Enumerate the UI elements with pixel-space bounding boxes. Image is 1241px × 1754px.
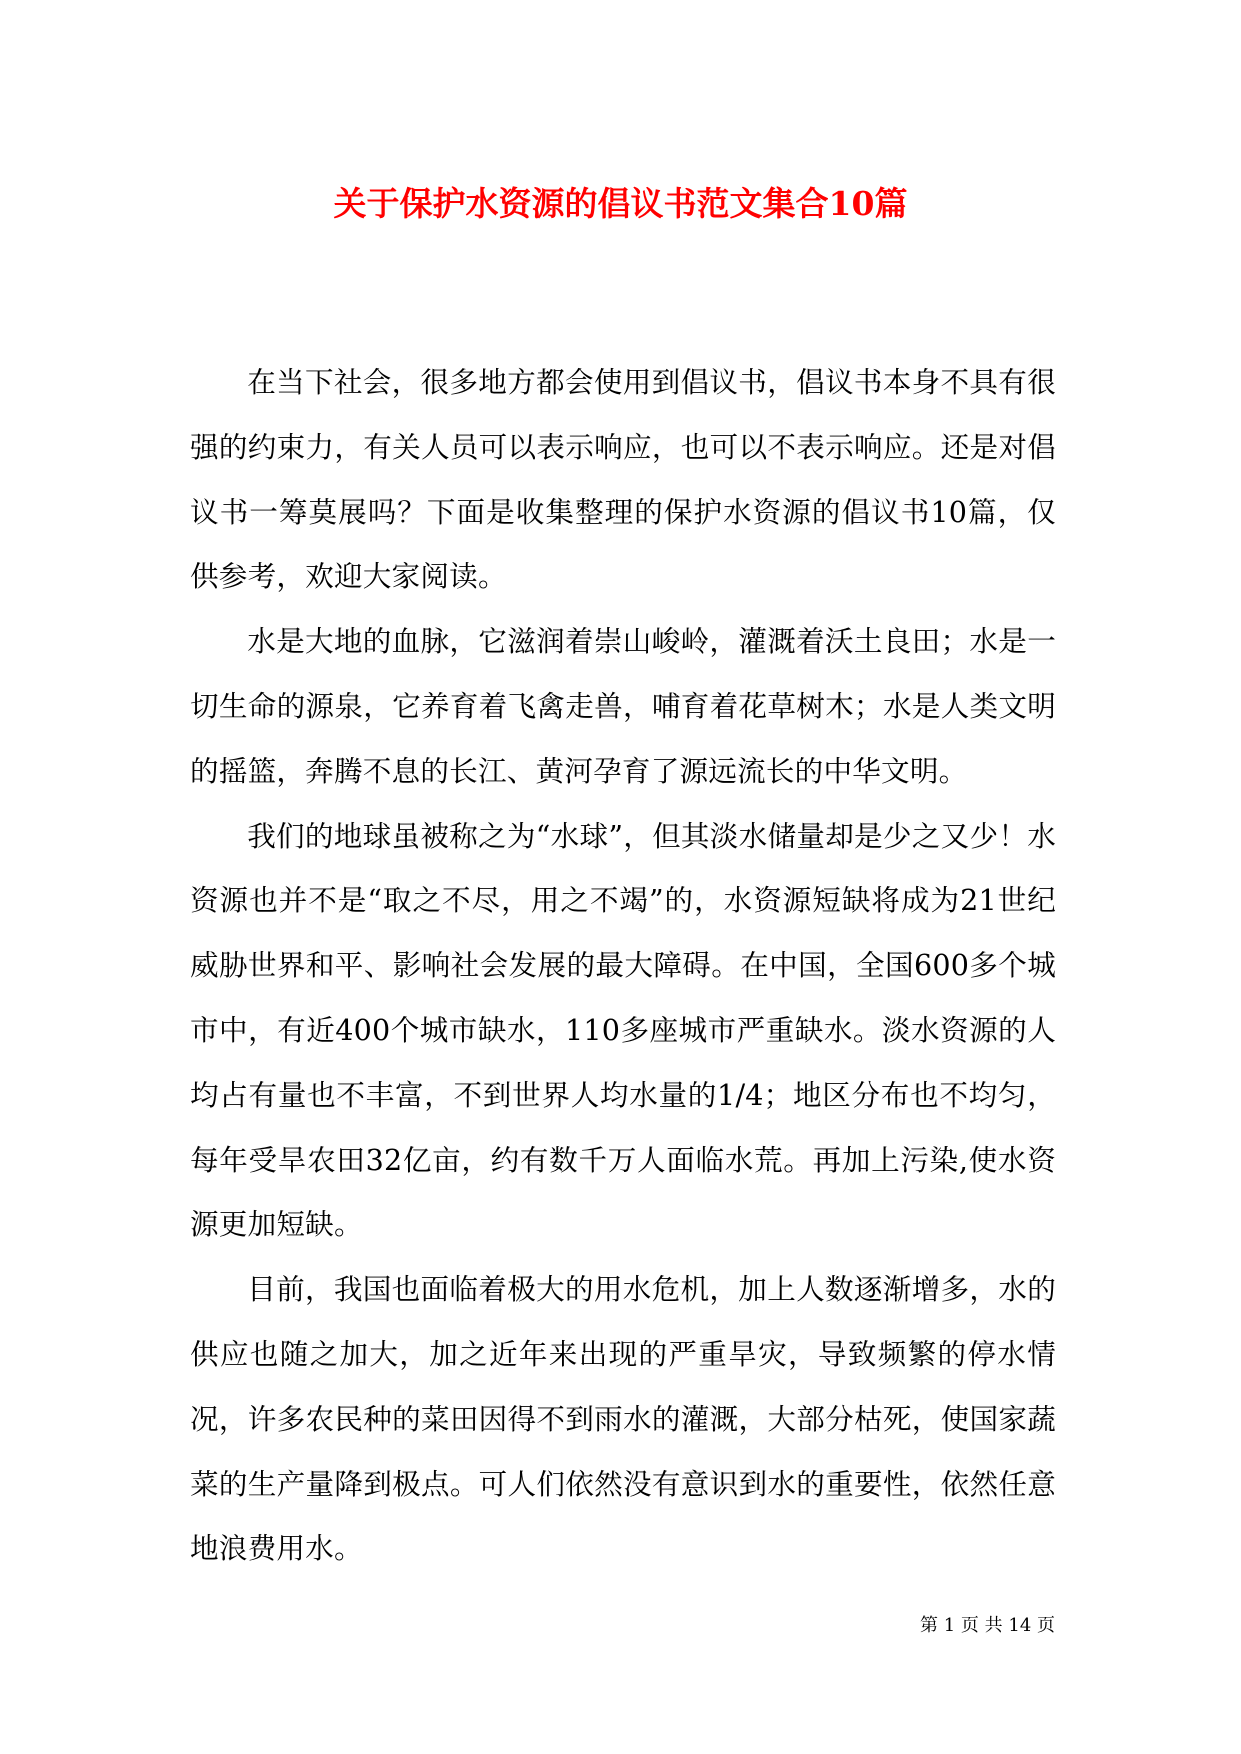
document-body xyxy=(190,350,1056,1581)
page-number-footer: 第 1 页 共 14 页 xyxy=(920,1615,1055,1636)
paragraph-water-shortage: 我们的地球虽被称之为“水球”，但其淡水储量却是少之又少！水资源也并不是“取之不尽，用之不竭”的，水资源短缺将成为21世纪威胁世界和平、影响社会发展的最大障碍。在中国，全国600多个城市中，有近400个城市缺水，110多座城市严重缺水。淡水资源的人均占有量也不丰富，不到世界人均水量的1/4；地区分布也不均匀，每年受旱农田32亿亩，约有数千万人面临水荒。再加上污染,使水资源更加短缺。 xyxy=(190,818,1057,1242)
paragraph-water-lifeblood: 水是大地的血脉，它滋润着崇山峻岭，灌溉着沃土良田；水是一切生命的源泉，它养育着飞禽走兽，哺育着花草树木；水是人类文明的摇篮，奔腾不息的长江、黄河孕育了源远流长的中华文明。 xyxy=(190,624,1056,788)
paragraph-water-crisis: 目前，我国也面临着极大的用水危机，加上人数逐渐增多，水的供应也随之加大，加之近年来出现的严重旱灾，导致频繁的停水情况，许多农民种的菜田因得不到雨水的灌溉，大部分枯死，使国家蔬菜的生产量降到极点。可人们依然没有意识到水的重要性，依然任意地浪费用水。 xyxy=(190,1272,1056,1566)
paragraph-intro: 在当下社会，很多地方都会使用到倡议书，倡议书本身不具有很强的约束力，有关人员可以表示响应，也可以不表示响应。还是对倡议书一筹莫展吗？下面是收集整理的保护水资源的倡议书10篇，仅供参考，欢迎大家阅读。 xyxy=(190,365,1056,594)
document-title: 关于保护水资源的倡议书范文集合10篇 xyxy=(333,184,908,224)
